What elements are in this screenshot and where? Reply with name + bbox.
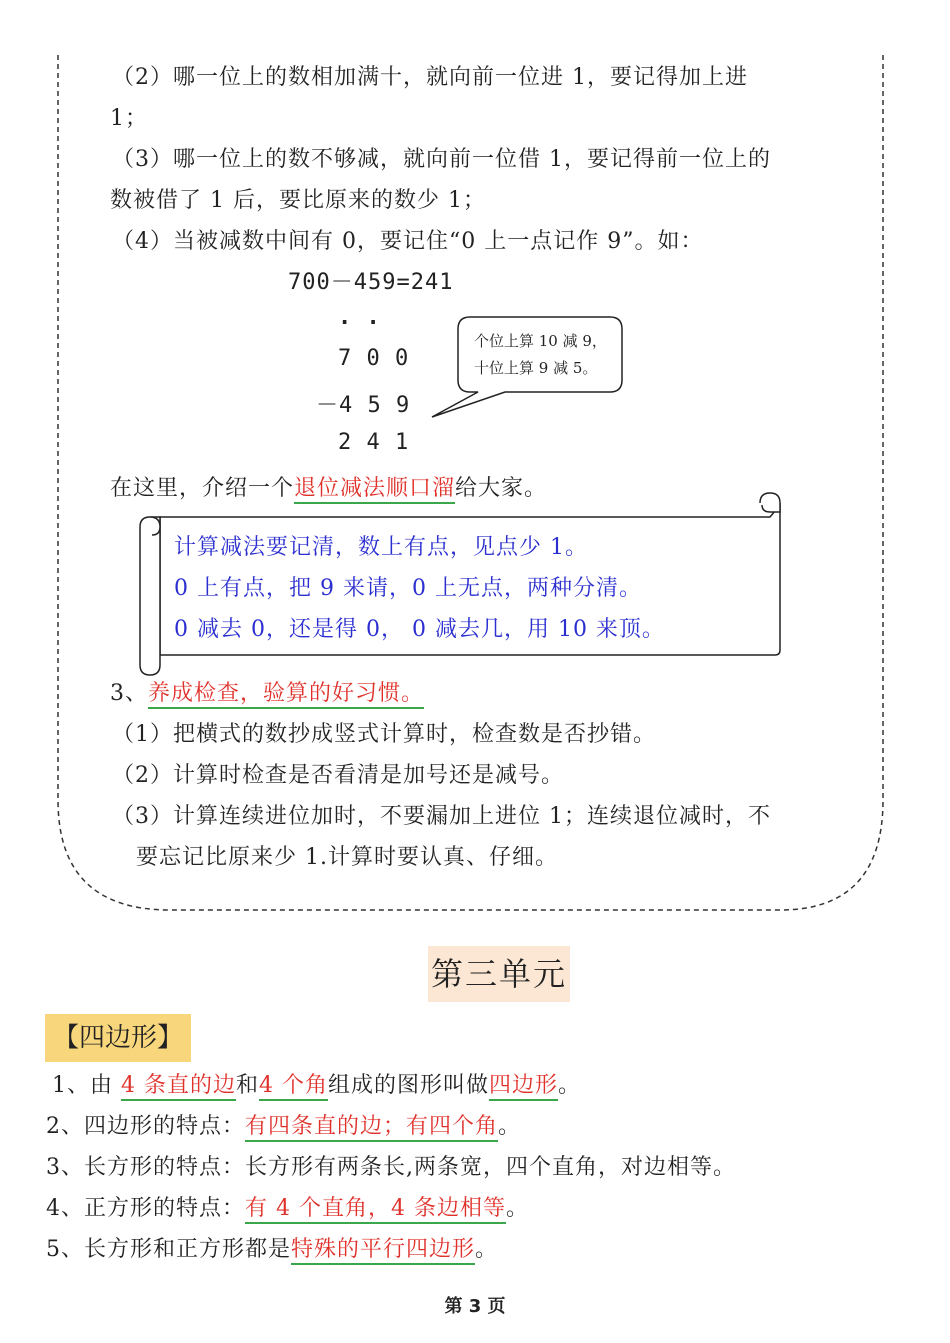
borrow-dots: . . [338,305,381,330]
quad-item-3: 3、长方形的特点：长方形有两条长,两条宽，四个直角，对边相等。 [46,1155,736,1180]
rhyme-intro [110,471,547,502]
vertical-subtrahend: －4 5 9 [316,393,411,418]
vertical-result: 2 4 1 [338,430,410,455]
quad-item-4 [46,1191,529,1222]
rhyme-line-3: 0 减去 0，还是得 0， 0 减去几，用 10 来顶。 [174,617,665,642]
unit-title: 第三单元 [428,946,570,1002]
quad-item-1-highlight-3: 四边形 [489,1073,558,1101]
quad-item-5-end: 。 [475,1237,499,1262]
point-3-line-1: （3）哪一位上的数不够减，就向前一位借 1，要记得前一位上的 [112,147,771,172]
rhyme-intro-pre: 在这里，介绍一个 [110,476,295,501]
quad-item-4-highlight: 有 4 个直角，4 条边相等 [245,1196,506,1224]
quad-item-1-highlight-1: 4 条直的边 [121,1073,236,1101]
quad-item-2-pre: 2、四边形的特点： [46,1114,245,1139]
check-item-3-line-2: 要忘记比原来少 1.计算时要认真、仔细。 [136,845,558,870]
quad-item-1-pre: 1、由 [52,1073,121,1098]
bubble-line-2: 十位上算 9 减 5。 [474,359,598,377]
point-2-line-2: 1； [110,106,148,131]
point-4-line: （4）当被减数中间有 0，要记住“0 上一点记作 9”。如： [112,229,704,254]
point-3-line-2: 数被借了 1 后，要比原来的数少 1； [110,188,486,213]
vertical-minuend: 7 0 0 [338,346,410,371]
section-title: 【四边形】 [45,1014,191,1062]
quad-item-1 [52,1068,581,1099]
section-3-number: 3、 [110,681,148,706]
quad-item-4-end: 。 [505,1196,529,1221]
check-item-3-line-1: （3）计算连续进位加时，不要漏加上进位 1；连续退位减时，不 [112,804,771,829]
page-number: 第 3 页 [444,1296,506,1317]
quad-item-2 [46,1109,521,1140]
example-equation: 700－459=241 [288,270,454,295]
quad-item-5-pre: 5、长方形和正方形都是 [46,1237,291,1262]
section-3-heading [110,676,424,707]
bubble-line-1: 个位上算 10 减 9， [474,332,607,350]
rhyme-title: 退位减法顺口溜 [294,476,455,504]
quad-item-2-highlight: 有四条直的边；有四个角 [245,1114,498,1142]
quad-item-5-highlight: 特殊的平行四边形 [291,1237,475,1265]
point-2-line-1: （2）哪一位上的数相加满十，就向前一位进 1，要记得加上进 [112,65,748,90]
quad-item-4-pre: 4、正方形的特点： [46,1196,245,1221]
rhyme-line-2: 0 上有点，把 9 来请，0 上无点，两种分清。 [174,576,642,601]
rhyme-line-1: 计算减法要记清，数上有点，见点少 1。 [174,535,588,560]
section-3-title: 养成检查，验算的好习惯。 [148,681,424,709]
quad-item-1-highlight-2: 4 个角 [259,1073,328,1101]
check-item-1: （1）把横式的数抄成竖式计算时，检查数是否抄错。 [112,722,656,747]
quad-item-5 [46,1232,498,1263]
quad-item-2-end: 。 [498,1114,522,1139]
quad-item-1-mid-2: 组成的图形叫做 [328,1073,490,1098]
check-item-2: （2）计算时检查是否看清是加号还是减号。 [112,763,564,788]
rhyme-intro-post: 给大家。 [455,476,548,501]
quad-item-1-mid-1: 和 [236,1073,260,1098]
quad-item-1-end: 。 [558,1073,582,1098]
